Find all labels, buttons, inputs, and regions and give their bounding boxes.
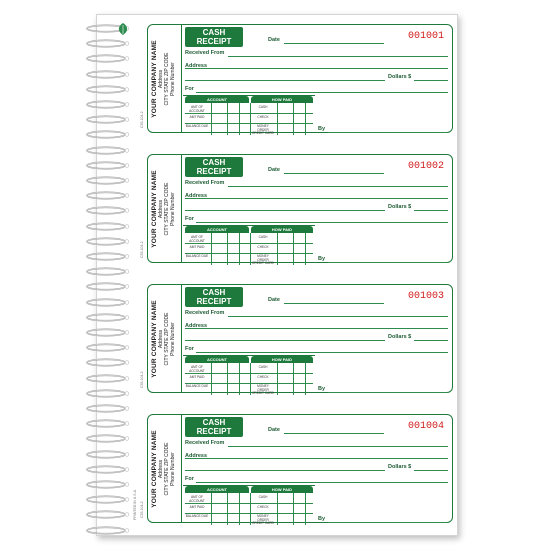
table-grid-line: [211, 363, 212, 395]
received-from-label: Received From: [185, 50, 225, 56]
receipt-number: 001004: [407, 421, 444, 432]
company-address: Address: [158, 459, 164, 479]
printed-in-note: PRINTED IN U.S.A.: [133, 489, 137, 520]
address-label: Address: [185, 323, 208, 329]
date-label: Date: [268, 427, 280, 433]
how-paid-row-label: CASH: [258, 365, 268, 369]
how-paid-row-label: CHECK: [257, 505, 269, 509]
company-city-line: CITY STATE ZIP CODE: [164, 442, 170, 496]
extra-line[interactable]: [185, 458, 448, 459]
date-label: Date: [268, 167, 280, 173]
received-from-label: Received From: [185, 180, 225, 186]
payment-table: [183, 485, 315, 524]
received-from-line[interactable]: [228, 316, 448, 317]
spiral-coil: [86, 202, 132, 211]
by-line[interactable]: [328, 262, 448, 263]
spiral-coil: [86, 370, 132, 379]
table-grid-line: [305, 233, 306, 265]
spiral-coil: [86, 294, 132, 303]
how-paid-row-label: CASH: [258, 105, 268, 109]
company-name: YOUR COMPANY NAME: [151, 300, 158, 378]
payment-table: [183, 225, 315, 264]
date-label: Date: [268, 37, 280, 43]
receipt-title: CASH RECEIPT: [185, 417, 243, 437]
table-grid-line: [305, 363, 306, 395]
spiral-binding: [86, 14, 136, 536]
table-grid-line: [250, 363, 251, 395]
spiral-coil: [86, 430, 132, 439]
table-grid-line: [250, 233, 251, 265]
how-paid-row-label: CHECK: [257, 375, 269, 379]
for-label: For: [185, 476, 194, 482]
dollars-words-line[interactable]: [185, 340, 385, 341]
date-line[interactable]: [284, 43, 384, 44]
by-label: By: [318, 256, 326, 262]
spiral-coil: [86, 50, 132, 59]
account-row-label: AMT OF ACCOUNT: [189, 105, 205, 113]
cash-receipt: [147, 24, 453, 136]
received-from-line[interactable]: [228, 186, 448, 187]
spiral-coil: [86, 66, 132, 75]
for-label: For: [185, 346, 194, 352]
table-grid-line: [227, 233, 228, 265]
dollars-amount-line[interactable]: [414, 340, 448, 341]
table-grid-line: [277, 233, 278, 265]
table-grid-line: [227, 103, 228, 135]
spiral-coil: [86, 126, 132, 135]
how-paid-row-label: CASH: [258, 495, 268, 499]
account-row-label: AMT PAID: [189, 245, 205, 249]
received-from-label: Received From: [185, 440, 225, 446]
how-paid-header: HOW PAID: [251, 486, 313, 493]
spiral-coil: [86, 522, 132, 531]
account-header: ACCOUNT: [185, 486, 249, 493]
table-grid-line: [211, 233, 212, 265]
table-grid-line: [250, 493, 251, 525]
form-code: C35-104-2: [140, 371, 144, 388]
company-name: YOUR COMPANY NAME: [151, 430, 158, 508]
spiral-coil: [86, 506, 132, 515]
dollars-label: Dollars $: [388, 74, 412, 80]
by-line[interactable]: [328, 522, 448, 523]
table-grid-line: [277, 363, 278, 395]
account-header: ACCOUNT: [185, 226, 249, 233]
spiral-coil: [86, 476, 132, 485]
leaf-logo-icon: [108, 22, 138, 36]
extra-line[interactable]: [185, 328, 448, 329]
company-name: YOUR COMPANY NAME: [151, 170, 158, 248]
account-row-label: BALANCE DUE: [185, 514, 209, 518]
company-phone: Phone Number: [170, 192, 176, 226]
account-row-label: AMT OF ACCOUNT: [189, 495, 205, 503]
payment-table: [183, 95, 315, 134]
account-header: ACCOUNT: [185, 96, 249, 103]
address-label: Address: [185, 63, 208, 69]
how-paid-row-label: MONEY ORDER CREDIT CARD: [252, 254, 274, 266]
spiral-coil: [86, 172, 132, 181]
receipt-number: 001001: [407, 31, 444, 42]
account-row-label: AMT OF ACCOUNT: [189, 365, 205, 373]
account-row-label: AMT PAID: [189, 505, 205, 509]
receipt-title: CASH RECEIPT: [185, 287, 243, 307]
company-phone: Phone Number: [170, 62, 176, 96]
extra-line[interactable]: [185, 198, 448, 199]
account-row-label: AMT PAID: [189, 375, 205, 379]
dollars-label: Dollars $: [388, 204, 412, 210]
account-row-label: BALANCE DUE: [185, 384, 209, 388]
form-code: C35-104-2: [140, 111, 144, 128]
spiral-coil: [86, 354, 132, 363]
account-row-label: BALANCE DUE: [185, 254, 209, 258]
spiral-coil: [86, 111, 132, 120]
for-line[interactable]: [196, 92, 448, 93]
company-name: YOUR COMPANY NAME: [151, 40, 158, 118]
spiral-coil: [86, 461, 132, 470]
account-row-label: AMT PAID: [189, 115, 205, 119]
how-paid-row-label: CASH: [258, 235, 268, 239]
by-label: By: [318, 386, 326, 392]
how-paid-header: HOW PAID: [251, 96, 313, 103]
table-grid-line: [305, 493, 306, 525]
spiral-coil: [86, 309, 132, 318]
received-from-line[interactable]: [228, 56, 448, 57]
address-label: Address: [185, 193, 208, 199]
receipt-title: CASH RECEIPT: [185, 157, 243, 177]
company-phone: Phone Number: [170, 452, 176, 486]
company-address: Address: [158, 199, 164, 219]
how-paid-header: HOW PAID: [251, 356, 313, 363]
address-label: Address: [185, 453, 208, 459]
company-address: Address: [158, 69, 164, 89]
table-grid-line: [277, 493, 278, 525]
how-paid-row-label: CHECK: [257, 115, 269, 119]
how-paid-row-label: MONEY ORDER CREDIT CARD: [252, 514, 274, 526]
dollars-amount-line[interactable]: [414, 80, 448, 81]
form-code: C35-104-2: [140, 241, 144, 258]
spiral-coil: [86, 400, 132, 409]
company-phone: Phone Number: [170, 322, 176, 356]
brand-logo: [108, 22, 138, 44]
table-grid-line: [211, 493, 212, 525]
company-block: [148, 25, 182, 132]
spiral-coil: [86, 233, 132, 242]
dollars-label: Dollars $: [388, 334, 412, 340]
for-line[interactable]: [196, 222, 448, 223]
how-paid-row-label: MONEY ORDER CREDIT CARD: [252, 384, 274, 396]
table-grid-line: [239, 233, 240, 265]
spiral-coil: [86, 446, 132, 455]
how-paid-header: HOW PAID: [251, 226, 313, 233]
spiral-coil: [86, 187, 132, 196]
received-from-line[interactable]: [228, 446, 448, 447]
table-grid-line: [227, 363, 228, 395]
date-line[interactable]: [284, 173, 384, 174]
by-label: By: [318, 516, 326, 522]
company-city-line: CITY STATE ZIP CODE: [164, 312, 170, 366]
spiral-coil: [86, 248, 132, 257]
form-code: C35-104-2: [140, 501, 144, 518]
by-line[interactable]: [328, 392, 448, 393]
spiral-coil: [86, 324, 132, 333]
table-grid-line: [239, 493, 240, 525]
spiral-coil: [86, 96, 132, 105]
dollars-amount-line[interactable]: [414, 470, 448, 471]
table-grid-line: [293, 493, 294, 525]
for-line[interactable]: [196, 482, 448, 483]
receipt-title: CASH RECEIPT: [185, 27, 243, 47]
spiral-coil: [86, 339, 132, 348]
account-row-label: BALANCE DUE: [185, 124, 209, 128]
spiral-coil: [86, 263, 132, 272]
spiral-coil: [86, 218, 132, 227]
company-city-line: CITY STATE ZIP CODE: [164, 52, 170, 106]
table-grid-line: [211, 103, 212, 135]
by-line[interactable]: [328, 132, 448, 133]
dollars-amount-line[interactable]: [414, 210, 448, 211]
how-paid-row-label: MONEY ORDER CREDIT CARD: [252, 124, 274, 136]
date-line[interactable]: [284, 303, 384, 304]
dollars-words-line[interactable]: [185, 470, 385, 471]
dollars-words-line[interactable]: [185, 210, 385, 211]
spiral-coil: [86, 491, 132, 500]
received-from-label: Received From: [185, 310, 225, 316]
dollars-label: Dollars $: [388, 464, 412, 470]
table-grid-line: [239, 103, 240, 135]
table-grid-line: [293, 363, 294, 395]
spiral-coil: [86, 142, 132, 151]
receipt-number: 001003: [407, 291, 444, 302]
for-label: For: [185, 86, 194, 92]
by-label: By: [318, 126, 326, 132]
how-paid-row-label: CHECK: [257, 245, 269, 249]
dollars-words-line[interactable]: [185, 80, 385, 81]
cash-receipt: [147, 284, 453, 396]
date-line[interactable]: [284, 433, 384, 434]
cash-receipt: [147, 414, 453, 526]
company-city-line: CITY STATE ZIP CODE: [164, 182, 170, 236]
account-row-label: AMT OF ACCOUNT: [189, 235, 205, 243]
spiral-coil: [86, 278, 132, 287]
receipt-number: 001002: [407, 161, 444, 172]
table-grid-line: [293, 233, 294, 265]
company-address: Address: [158, 329, 164, 349]
company-block: [148, 155, 182, 262]
table-grid-line: [227, 493, 228, 525]
for-label: For: [185, 216, 194, 222]
for-line[interactable]: [196, 352, 448, 353]
spiral-coil: [86, 157, 132, 166]
table-grid-line: [250, 103, 251, 135]
company-block: [148, 415, 182, 522]
date-label: Date: [268, 297, 280, 303]
company-block: [148, 285, 182, 392]
spiral-coil: [86, 415, 132, 424]
extra-line[interactable]: [185, 68, 448, 69]
spiral-coil: [86, 81, 132, 90]
table-grid-line: [293, 103, 294, 135]
table-grid-line: [239, 363, 240, 395]
table-grid-line: [305, 103, 306, 135]
cash-receipt: [147, 154, 453, 266]
table-grid-line: [277, 103, 278, 135]
account-header: ACCOUNT: [185, 356, 249, 363]
spiral-coil: [86, 385, 132, 394]
payment-table: [183, 355, 315, 394]
